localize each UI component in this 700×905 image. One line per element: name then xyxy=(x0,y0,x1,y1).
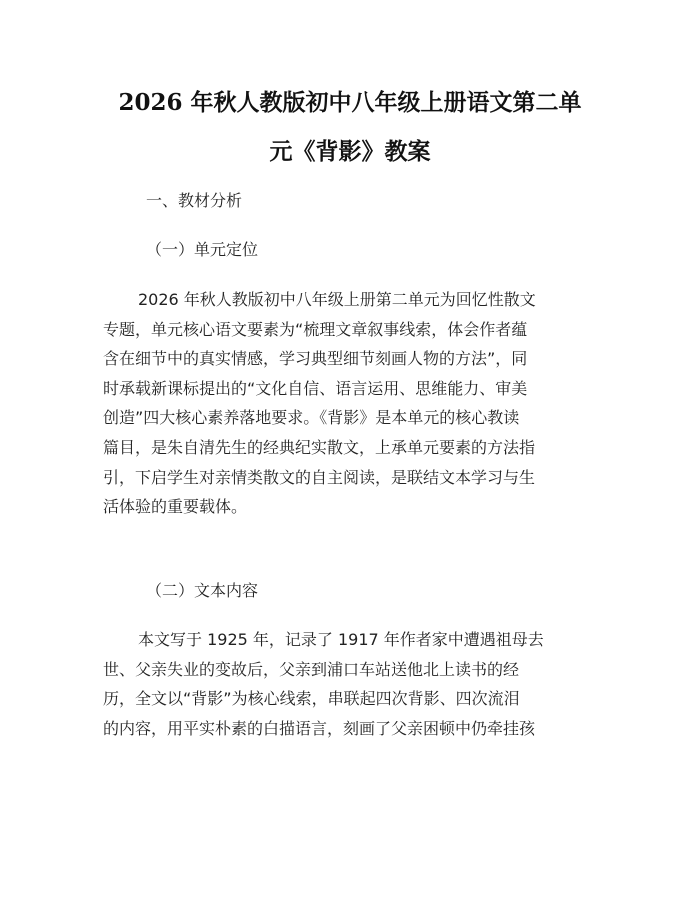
subsection-heading-unit-positioning: （一）单元定位 xyxy=(146,240,259,259)
paragraph-unit-positioning xyxy=(103,285,599,522)
paragraph-text-content xyxy=(103,625,599,743)
paragraph-line: 本文写于 1925 年，记录了 1917 年作者家中遭遇祖母去 xyxy=(138,630,544,649)
paragraph-line: 世、父亲失业的变故后，父亲到浦口车站送他北上读书的经 xyxy=(103,659,520,679)
paragraph-line: 时承载新课标提出的“文化自信、语言运用、思维能力、审美 xyxy=(103,378,528,398)
paragraph-line: 篇目，是朱自清先生的经典纪实散文，上承单元要素的方法指 xyxy=(103,437,536,457)
paragraph-line: 含在细节中的真实情感，学习典型细节刻画人物的方法”，同 xyxy=(103,349,528,369)
paragraph-line: 历，全文以“背影”为核心线索，串联起四次背影、四次流泪 xyxy=(103,689,520,709)
paragraph-line: 2026 年秋人教版初中八年级上册第二单元为回忆性散文 xyxy=(138,290,536,309)
paragraph-line: 活体验的重要载体。 xyxy=(103,497,248,517)
paragraph-line: 引，下启学生对亲情类散文的自主阅读，是联结文本学习与生 xyxy=(103,467,536,487)
document-title-line-1: 2026 年秋人教版初中八年级上册语文第二单 xyxy=(118,89,582,116)
paragraph-line: 创造”四大核心素养落地要求。《背影》是本单元的核心教读 xyxy=(103,408,520,428)
paragraph-line: 专题，单元核心语文要素为“梳理文章叙事线索，体会作者蕴 xyxy=(103,319,528,339)
subsection-heading-text-content: （二）文本内容 xyxy=(146,581,259,600)
paragraph-line: 的内容，用平实朴素的白描语言，刻画了父亲困顿中仍牵挂孩 xyxy=(103,718,536,738)
document-title-line-2: 元《背影》教案 xyxy=(269,138,431,165)
section-heading-textbook-analysis: 一、教材分析 xyxy=(146,191,243,210)
